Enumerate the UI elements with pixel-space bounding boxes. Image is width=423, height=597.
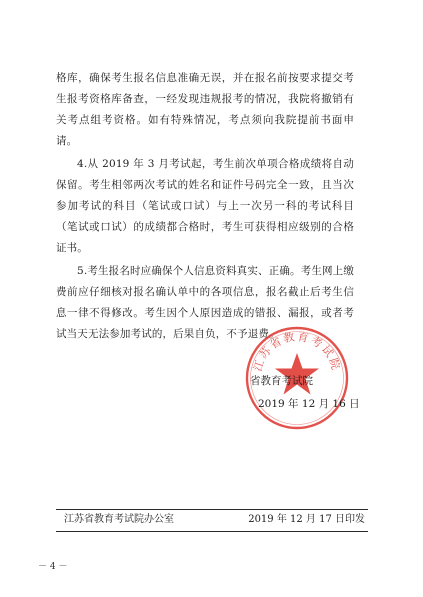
footer-rule-bottom	[56, 531, 368, 532]
footer-rule-top	[56, 509, 368, 510]
signature-date: 2019 年 12 月 16 日	[258, 398, 360, 410]
signature-organization: 省教育考试院	[250, 375, 313, 387]
document-body	[56, 68, 354, 345]
seal-text: 江苏省教育考试院	[251, 330, 343, 373]
paragraph-item-5: 5.考生报名时应确保个人信息资料真实、正确。考生网上缴费前应仔细核对报名确认单中的各项信息，报名截止后考生信息一律不得修改。考生因个人原因造成的错报、漏报，或者考试当天无法参加考试的，后果自负，不予退费。	[56, 265, 354, 340]
footer-issuer: 江苏省教育考试院办公室	[64, 514, 174, 525]
footer-print-date: 2019 年 12 月 17 日印发	[248, 514, 365, 525]
paragraph-item-4: 4.从 2019 年 3 月考试起，考生前次单项合格成绩将自动保留。考生相邻两次考试的姓名和证件号码完全一致，且当次参加考试的科目（笔试或口试）与上一次另一科的考试科目（笔试或口试）的成绩都合格时，考生可获得相应级别的合格证书。	[56, 158, 354, 254]
signature-block	[236, 371, 366, 415]
paragraph-continuation: 格库，确保考生报名信息准确无误，并在报名前按要求提交考生报考资格库备查，一经发现违规报考的情况，我院将撤销有关考点组考资格。如有特殊情况，考点须向我院提前书面申请。	[56, 72, 354, 147]
page-number: － 4 －	[38, 562, 68, 572]
